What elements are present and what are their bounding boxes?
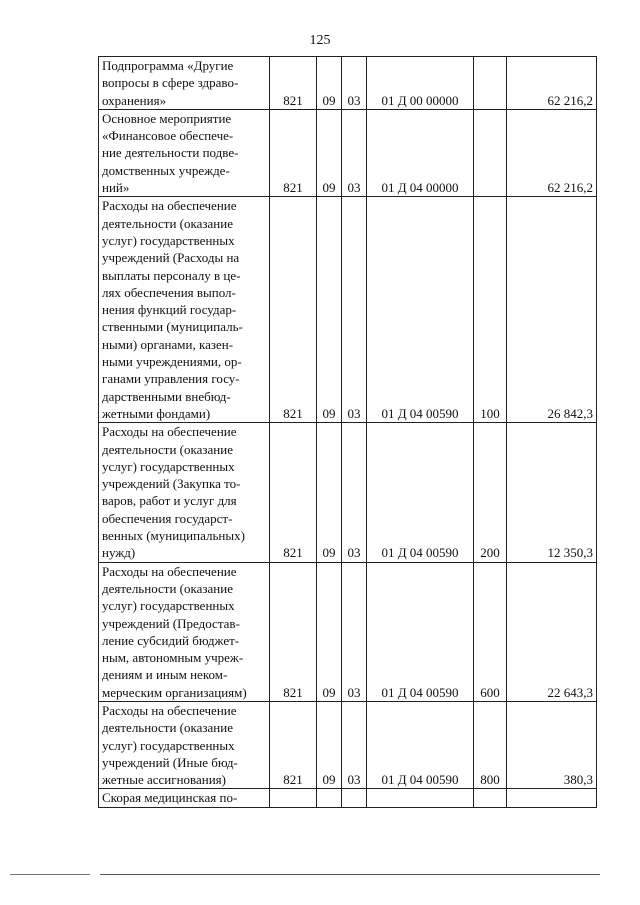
section-code-cell: 09: [317, 701, 342, 788]
section-code-cell: 09: [317, 109, 342, 196]
footer-rule: [100, 874, 600, 875]
amount-cell: [507, 789, 597, 807]
expense-type-cell: 800: [474, 701, 507, 788]
amount-cell: 62 216,2: [507, 57, 597, 110]
row-name-cell: Расходы на обеспечение деятельности (оказание услуг) государственных учреждений (Иные бюд- жетные ассигнования): [99, 701, 270, 788]
row-name-cell: Подпрограмма «Другие вопросы в сфере здраво- охранения»: [99, 57, 270, 110]
table-row: [99, 701, 597, 788]
row-name-cell: Скорая медицинская по-: [99, 789, 270, 807]
admin-code-cell: 821: [270, 423, 317, 562]
row-name-cell: Расходы на обеспечение деятельности (оказание услуг) государственных учреждений (Предостав- ление субсидий бюджет- ным, автономным учреж- дениям и иным неком- мерческим организациям): [99, 562, 270, 701]
subsection-code-cell: 03: [342, 57, 367, 110]
subsection-code-cell: 03: [342, 562, 367, 701]
section-code-cell: 09: [317, 423, 342, 562]
row-name-cell: Основное мероприятие «Финансовое обеспече- ние деятельности подве- домственных учрежде- ний»: [99, 109, 270, 196]
table-row: [99, 423, 597, 562]
target-article-cell: 01 Д 04 00590: [367, 562, 474, 701]
expense-type-cell: [474, 109, 507, 196]
target-article-cell: 01 Д 04 00590: [367, 423, 474, 562]
admin-code-cell: [270, 789, 317, 807]
target-article-cell: 01 Д 04 00590: [367, 197, 474, 423]
admin-code-cell: 821: [270, 197, 317, 423]
admin-code-cell: 821: [270, 57, 317, 110]
amount-cell: 26 842,3: [507, 197, 597, 423]
subsection-code-cell: 03: [342, 109, 367, 196]
section-code-cell: [317, 789, 342, 807]
table-row: [99, 789, 597, 807]
row-name-cell: Расходы на обеспечение деятельности (оказание услуг) государственных учреждений (Расходы на выплаты персоналу в це- лях обеспечения выпол- нения функций государ- ственными (муниципаль- ными) органами, казен- ными учреждениями, ор- ганами управления госу- дарственными внебюд- жетными фондами): [99, 197, 270, 423]
expense-type-cell: 200: [474, 423, 507, 562]
row-name-cell: Расходы на обеспечение деятельности (оказание услуг) государственных учреждений (Закупка то- варов, работ и услуг для обеспечения государст- венных (муниципальных) нужд): [99, 423, 270, 562]
subsection-code-cell: 03: [342, 701, 367, 788]
table-row: [99, 57, 597, 110]
amount-cell: 12 350,3: [507, 423, 597, 562]
admin-code-cell: 821: [270, 701, 317, 788]
section-code-cell: 09: [317, 562, 342, 701]
expense-type-cell: 600: [474, 562, 507, 701]
table-body: [99, 57, 597, 808]
subsection-code-cell: 03: [342, 197, 367, 423]
table-row: [99, 562, 597, 701]
admin-code-cell: 821: [270, 109, 317, 196]
expense-type-cell: 100: [474, 197, 507, 423]
table-row: [99, 109, 597, 196]
budget-table: [98, 56, 597, 808]
amount-cell: 62 216,2: [507, 109, 597, 196]
section-code-cell: 09: [317, 57, 342, 110]
admin-code-cell: 821: [270, 562, 317, 701]
expense-type-cell: [474, 789, 507, 807]
subsection-code-cell: [342, 789, 367, 807]
target-article-cell: 01 Д 04 00000: [367, 109, 474, 196]
page-number: 125: [309, 33, 331, 48]
target-article-cell: 01 Д 00 00000: [367, 57, 474, 110]
amount-cell: 22 643,3: [507, 562, 597, 701]
subsection-code-cell: 03: [342, 423, 367, 562]
target-article-cell: 01 Д 04 00590: [367, 701, 474, 788]
amount-cell: 380,3: [507, 701, 597, 788]
target-article-cell: [367, 789, 474, 807]
table-row: [99, 197, 597, 423]
expense-type-cell: [474, 57, 507, 110]
section-code-cell: 09: [317, 197, 342, 423]
footer-rule-left: [10, 874, 90, 875]
